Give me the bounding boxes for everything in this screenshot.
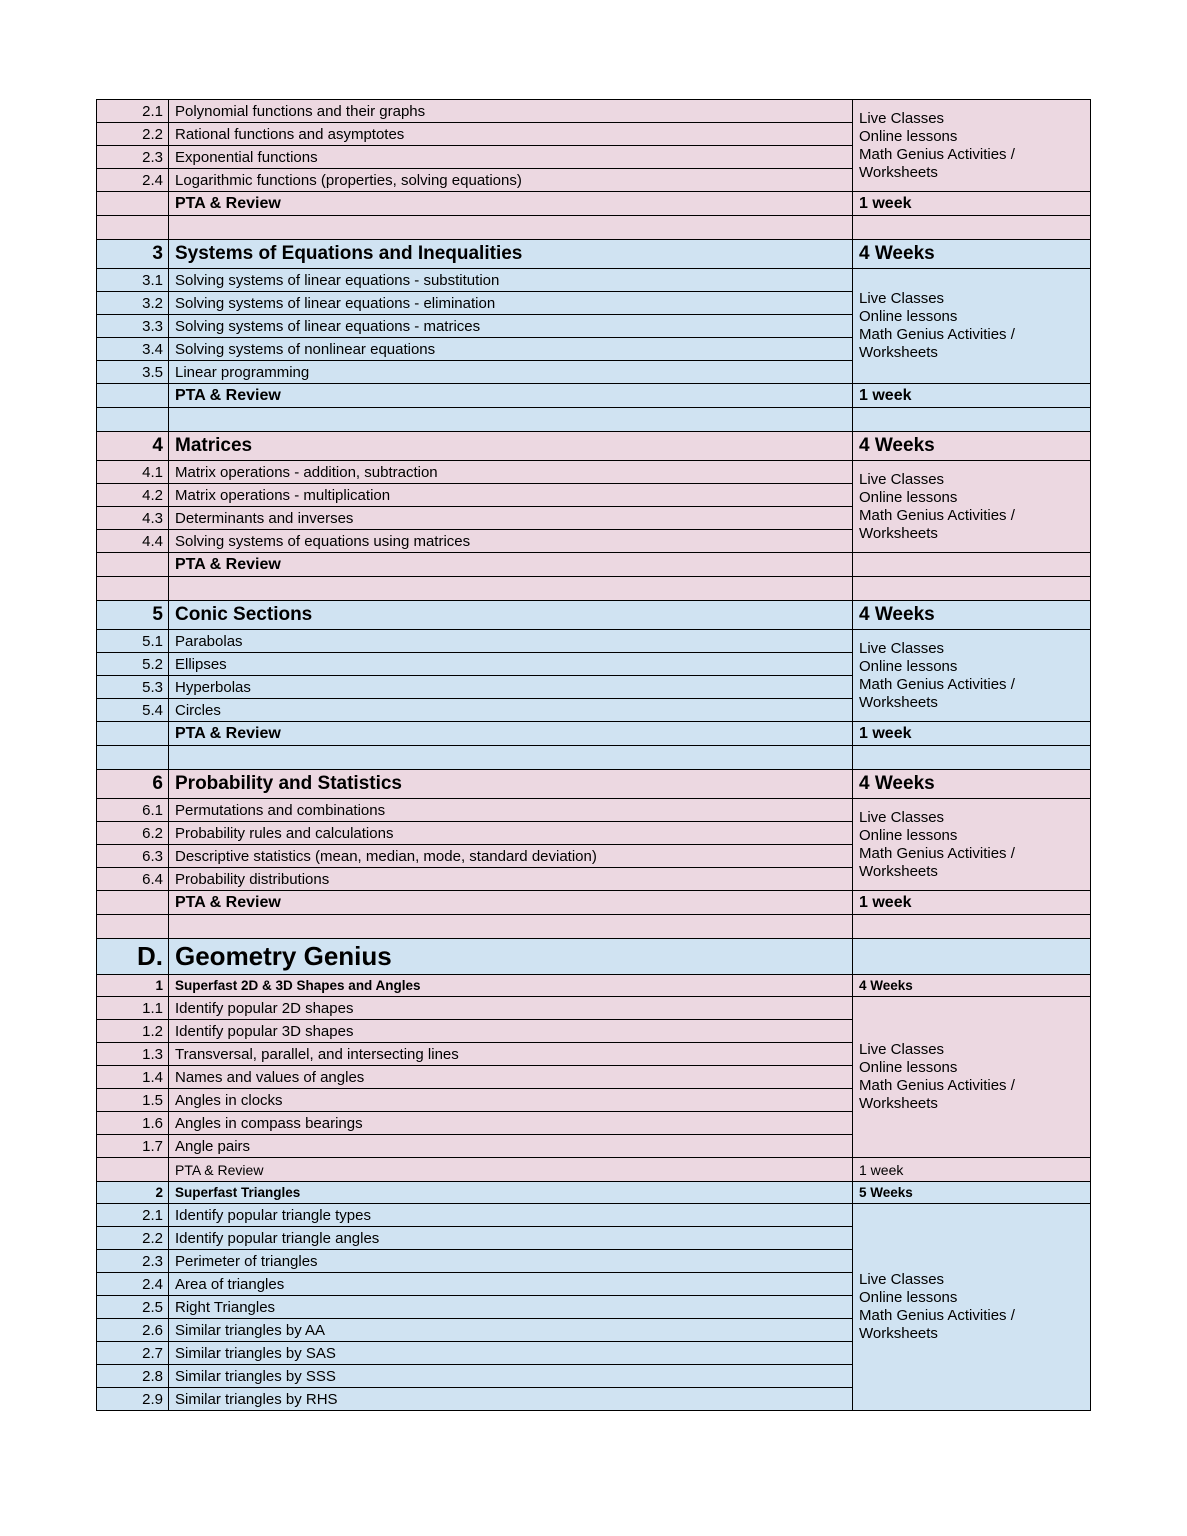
- separator-cell: [97, 408, 169, 432]
- resources-line: Online lessons: [859, 1059, 958, 1076]
- topic-number: 1.3: [97, 1043, 169, 1066]
- section-duration: 4 Weeks: [853, 770, 1091, 799]
- resources-line: Math Genius Activities / Worksheets: [859, 1307, 1015, 1342]
- pta-number-empty: [97, 384, 169, 408]
- topic-label: Similar triangles by SAS: [169, 1342, 853, 1365]
- separator-cell: [853, 577, 1091, 601]
- section-header-row-systems-of-equations-and-inequalities: [97, 240, 1091, 269]
- topic-number: 1.1: [97, 997, 169, 1020]
- topic-number: 4.3: [97, 507, 169, 530]
- resources-line: Live Classes: [859, 639, 945, 657]
- topic-row: [97, 997, 1091, 1020]
- topic-label: Identify popular triangle angles: [169, 1227, 853, 1250]
- topic-number: 4.1: [97, 461, 169, 484]
- section-duration: 4 Weeks: [853, 601, 1091, 630]
- section-title: Systems of Equations and Inequalities: [169, 240, 853, 269]
- separator-cell: [169, 408, 853, 432]
- pta-label: PTA & Review: [169, 192, 853, 216]
- pta-number-empty: [97, 553, 169, 577]
- section-header-row-geometry-genius-title: [97, 939, 1091, 975]
- pta-duration: 1 week: [853, 384, 1091, 408]
- pta-label: PTA & Review: [169, 891, 853, 915]
- topic-label: Circles: [169, 699, 853, 722]
- topic-number: 6.4: [97, 868, 169, 891]
- section-separator-row: [97, 577, 1091, 601]
- resources-line: Math Genius Activities / Worksheets: [859, 145, 1015, 181]
- topic-label: Similar triangles by SSS: [169, 1365, 853, 1388]
- topic-number: 5.2: [97, 653, 169, 676]
- pta-review-row: [97, 891, 1091, 915]
- topic-label: Angles in clocks: [169, 1089, 853, 1112]
- section-number: D.: [97, 939, 169, 975]
- topic-number: 2.2: [97, 1227, 169, 1250]
- resources-cell: [853, 1204, 1091, 1411]
- topic-number: 2.3: [97, 1250, 169, 1273]
- resources-line: Live Classes: [859, 1271, 945, 1288]
- topic-label: Descriptive statistics (mean, median, mode, standard deviation): [169, 845, 853, 868]
- topic-number: 3.3: [97, 315, 169, 338]
- resources-line: Math Genius Activities / Worksheets: [859, 844, 1015, 880]
- topic-number: 6.1: [97, 799, 169, 822]
- pta-number-empty: [97, 722, 169, 746]
- topic-label: Probability distributions: [169, 868, 853, 891]
- separator-cell: [169, 577, 853, 601]
- topic-number: 2.5: [97, 1296, 169, 1319]
- curriculum-table: [96, 99, 1091, 1411]
- resources-line: Live Classes: [859, 808, 945, 826]
- separator-cell: [853, 915, 1091, 939]
- section-separator-row: [97, 746, 1091, 770]
- resources-line: Online lessons: [859, 308, 958, 325]
- topic-number: 4.2: [97, 484, 169, 507]
- section-duration: [853, 939, 1091, 975]
- separator-cell: [853, 408, 1091, 432]
- section-title: Conic Sections: [169, 601, 853, 630]
- topic-label: Logarithmic functions (properties, solving equations): [169, 169, 853, 192]
- section-header-row-superfast-triangles: [97, 1182, 1091, 1204]
- section-separator-row: [97, 408, 1091, 432]
- topic-number: 5.3: [97, 676, 169, 699]
- topic-label: Rational functions and asymptotes: [169, 123, 853, 146]
- topic-row: [97, 100, 1091, 123]
- section-header-row-probability-and-statistics: [97, 770, 1091, 799]
- pta-review-row: [97, 722, 1091, 746]
- pta-duration: 1 week: [853, 722, 1091, 746]
- topic-number: 2.3: [97, 146, 169, 169]
- topic-label: Angles in compass bearings: [169, 1112, 853, 1135]
- topic-label: Solving systems of nonlinear equations: [169, 338, 853, 361]
- topic-row: [97, 269, 1091, 292]
- curriculum-table-body: [97, 100, 1091, 1411]
- resources-line: Online lessons: [859, 127, 958, 145]
- topic-label: Identify popular 3D shapes: [169, 1020, 853, 1043]
- section-title: Superfast 2D & 3D Shapes and Angles: [169, 975, 853, 997]
- topic-label: Angle pairs: [169, 1135, 853, 1158]
- topic-label: Determinants and inverses: [169, 507, 853, 530]
- topic-number: 3.5: [97, 361, 169, 384]
- topic-label: Similar triangles by AA: [169, 1319, 853, 1342]
- topic-label: Identify popular triangle types: [169, 1204, 853, 1227]
- topic-number: 2.8: [97, 1365, 169, 1388]
- separator-cell: [169, 915, 853, 939]
- resources-line: Live Classes: [859, 109, 945, 127]
- section-duration: 4 Weeks: [853, 432, 1091, 461]
- pta-label: PTA & Review: [169, 722, 853, 746]
- section-number: 2: [97, 1182, 169, 1204]
- resources-line: Math Genius Activities / Worksheets: [859, 326, 1015, 361]
- resources-line: Math Genius Activities / Worksheets: [859, 675, 1015, 711]
- pta-label: PTA & Review: [169, 384, 853, 408]
- resources-line: Math Genius Activities / Worksheets: [859, 506, 1015, 542]
- topic-number: 1.4: [97, 1066, 169, 1089]
- separator-cell: [97, 577, 169, 601]
- separator-cell: [853, 746, 1091, 770]
- separator-cell: [169, 746, 853, 770]
- topic-label: Solving systems of equations using matrices: [169, 530, 853, 553]
- section-number: 4: [97, 432, 169, 461]
- resources-cell: [853, 799, 1091, 891]
- resources-cell: [853, 630, 1091, 722]
- pta-duration: 1 week: [853, 891, 1091, 915]
- resources-cell: [853, 461, 1091, 553]
- section-header-row-superfast-2d-3d-shapes-and-angles: [97, 975, 1091, 997]
- topic-label: Linear programming: [169, 361, 853, 384]
- topic-number: 1.2: [97, 1020, 169, 1043]
- pta-number-empty: [97, 1158, 169, 1182]
- resources-line: Online lessons: [859, 826, 958, 844]
- topic-number: 2.6: [97, 1319, 169, 1342]
- topic-label: Right Triangles: [169, 1296, 853, 1319]
- topic-label: Solving systems of linear equations - elimination: [169, 292, 853, 315]
- resources-line: Online lessons: [859, 1289, 958, 1306]
- pta-review-row: [97, 192, 1091, 216]
- section-duration: 4 Weeks: [853, 975, 1091, 997]
- topic-label: Parabolas: [169, 630, 853, 653]
- section-separator-row: [97, 915, 1091, 939]
- topic-number: 2.2: [97, 123, 169, 146]
- pta-review-row: [97, 384, 1091, 408]
- topic-label: Ellipses: [169, 653, 853, 676]
- pta-label: PTA & Review: [169, 1158, 853, 1182]
- topic-number: 3.4: [97, 338, 169, 361]
- resources-cell: [853, 269, 1091, 384]
- section-title: Matrices: [169, 432, 853, 461]
- topic-number: 2.1: [97, 100, 169, 123]
- section-header-row-conic-sections: [97, 601, 1091, 630]
- section-number: 5: [97, 601, 169, 630]
- separator-cell: [97, 915, 169, 939]
- topic-label: Permutations and combinations: [169, 799, 853, 822]
- resources-line: Live Classes: [859, 290, 945, 307]
- section-title: Geometry Genius: [169, 939, 853, 975]
- section-number: 3: [97, 240, 169, 269]
- topic-label: Matrix operations - multiplication: [169, 484, 853, 507]
- resources-line: Online lessons: [859, 488, 958, 506]
- separator-cell: [97, 216, 169, 240]
- topic-label: Similar triangles by RHS: [169, 1388, 853, 1411]
- topic-number: 3.1: [97, 269, 169, 292]
- section-duration: 5 Weeks: [853, 1182, 1091, 1204]
- pta-number-empty: [97, 192, 169, 216]
- resources-cell: [853, 100, 1091, 192]
- resources-line: Online lessons: [859, 657, 958, 675]
- pta-duration: 1 week: [853, 1158, 1091, 1182]
- section-separator-row: [97, 216, 1091, 240]
- pta-duration: 1 week: [853, 192, 1091, 216]
- topic-label: Solving systems of linear equations - matrices: [169, 315, 853, 338]
- topic-number: 2.7: [97, 1342, 169, 1365]
- topic-number: 4.4: [97, 530, 169, 553]
- section-header-row-matrices: [97, 432, 1091, 461]
- section-title: Probability and Statistics: [169, 770, 853, 799]
- separator-cell: [853, 216, 1091, 240]
- resources-line: Live Classes: [859, 1041, 945, 1058]
- topic-number: 6.3: [97, 845, 169, 868]
- topic-number: 2.9: [97, 1388, 169, 1411]
- topic-label: Exponential functions: [169, 146, 853, 169]
- topic-label: Probability rules and calculations: [169, 822, 853, 845]
- resources-line: Math Genius Activities / Worksheets: [859, 1077, 1015, 1112]
- topic-number: 1.6: [97, 1112, 169, 1135]
- separator-cell: [97, 746, 169, 770]
- pta-label: PTA & Review: [169, 553, 853, 577]
- topic-number: 1.7: [97, 1135, 169, 1158]
- pta-duration: [853, 553, 1091, 577]
- pta-review-row: [97, 1158, 1091, 1182]
- separator-cell: [169, 216, 853, 240]
- topic-label: Polynomial functions and their graphs: [169, 100, 853, 123]
- topic-number: 2.4: [97, 1273, 169, 1296]
- section-number: 6: [97, 770, 169, 799]
- resources-cell: [853, 997, 1091, 1158]
- resources-line: Live Classes: [859, 470, 945, 488]
- topic-row: [97, 1204, 1091, 1227]
- topic-row: [97, 799, 1091, 822]
- topic-number: 6.2: [97, 822, 169, 845]
- topic-label: Identify popular 2D shapes: [169, 997, 853, 1020]
- topic-label: Perimeter of triangles: [169, 1250, 853, 1273]
- pta-number-empty: [97, 891, 169, 915]
- topic-number: 2.4: [97, 169, 169, 192]
- section-duration: 4 Weeks: [853, 240, 1091, 269]
- topic-number: 1.5: [97, 1089, 169, 1112]
- topic-label: Names and values of angles: [169, 1066, 853, 1089]
- topic-row: [97, 630, 1091, 653]
- topic-number: 5.1: [97, 630, 169, 653]
- section-title: Superfast Triangles: [169, 1182, 853, 1204]
- topic-label: Transversal, parallel, and intersecting lines: [169, 1043, 853, 1066]
- section-number: 1: [97, 975, 169, 997]
- topic-label: Area of triangles: [169, 1273, 853, 1296]
- topic-number: 5.4: [97, 699, 169, 722]
- topic-number: 2.1: [97, 1204, 169, 1227]
- topic-row: [97, 461, 1091, 484]
- pta-review-row: [97, 553, 1091, 577]
- topic-label: Hyperbolas: [169, 676, 853, 699]
- topic-number: 3.2: [97, 292, 169, 315]
- topic-label: Matrix operations - addition, subtraction: [169, 461, 853, 484]
- topic-label: Solving systems of linear equations - substitution: [169, 269, 853, 292]
